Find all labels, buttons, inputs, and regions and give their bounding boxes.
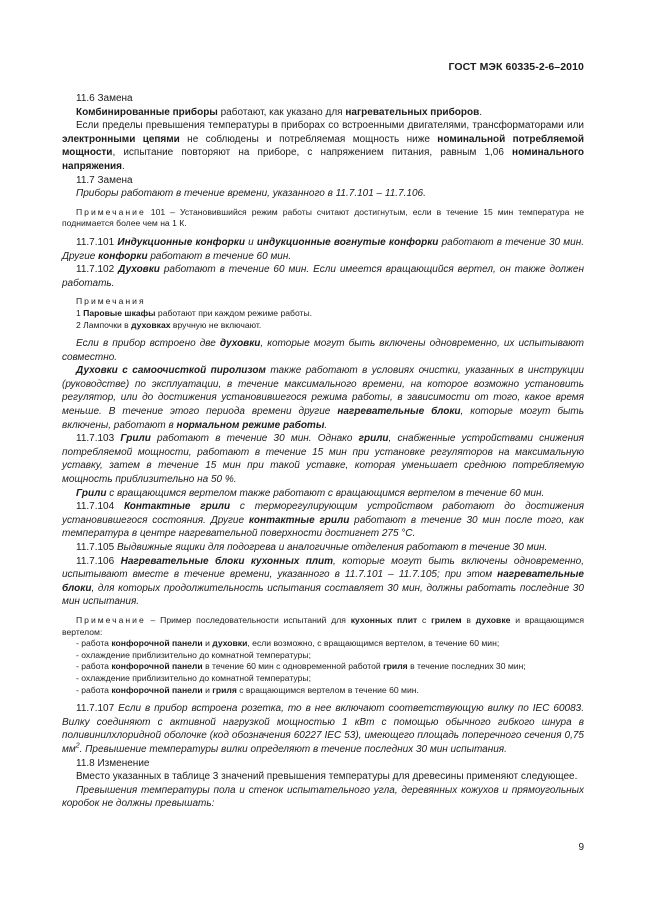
text-run: номинальной потребляемой мощности bbox=[62, 133, 585, 159]
text-run: – Пример последовательности испытаний для bbox=[145, 614, 351, 625]
text-run: , испытание повторяют на приборе, с напряжением питания, равным 1,06 bbox=[112, 147, 513, 159]
note-label: Примечание bbox=[76, 614, 146, 625]
text-run: работают, как указано для bbox=[217, 106, 346, 118]
text-run: с вращающимся вертелом в течение 60 мин. bbox=[236, 684, 419, 695]
text-run: , снабженные устройствами снижения потребляемой мощности, работают в течение 15 мин при установке регуляторов на максимальную уставку, затем в течение 15 мин при такой уставке, которая уменьшает среднюю потребляемую мощность приблизительно на 50 %. bbox=[62, 433, 585, 486]
text-run: гриля bbox=[383, 661, 408, 672]
document-header: ГОСТ МЭК 60335-2-6–2010 bbox=[448, 61, 584, 73]
text-run: 1 bbox=[76, 307, 84, 318]
text-run: Если в прибор встроено две bbox=[76, 338, 220, 350]
text-run: с bbox=[417, 614, 432, 625]
text-run: Если пределы превышения температуры в приборах со встроенными двигателями, трансформаторами или bbox=[76, 120, 584, 132]
text-run: 2 Лампочки в bbox=[76, 319, 132, 330]
note-label: Примечание bbox=[76, 206, 146, 217]
notes-label: Примечания bbox=[76, 296, 146, 307]
para-two-ovens bbox=[62, 337, 584, 364]
text-run: работают в течение 30 мин после того, как температура в центре нагревательной поверхности достигнет 275 °С. bbox=[62, 514, 584, 540]
text-run: Духовки с самоочисткой пиролизом bbox=[76, 365, 266, 377]
text-run: - работа bbox=[76, 661, 112, 672]
text-run: духовке bbox=[475, 614, 511, 625]
text-run: номинального напряжения bbox=[62, 147, 584, 172]
text-run: . bbox=[122, 160, 125, 172]
text-run: . bbox=[324, 419, 328, 431]
text-run: конфорочной панели bbox=[111, 638, 203, 649]
text-run: гриля bbox=[212, 684, 237, 695]
text-run: 11.7.104 bbox=[76, 501, 124, 513]
sequence-item-5 bbox=[76, 685, 584, 697]
text-run: духовки bbox=[212, 638, 248, 649]
text-run: 11.7.101 bbox=[76, 236, 118, 248]
text-run: и bbox=[202, 684, 213, 695]
text-run: работают в течение 60 мин. Если имеется вращающийся вертел, он также должен работать. bbox=[62, 264, 584, 289]
text-run: и bbox=[244, 236, 257, 248]
text-run: и вращающимся вертелом: bbox=[62, 614, 584, 637]
section-11-6-para-1 bbox=[62, 106, 584, 120]
text-run: и bbox=[202, 638, 213, 649]
text-run: Выдвижные ящики для подогрева и аналогичные отделения работают в течение 30 мин. bbox=[116, 542, 548, 553]
text-run: нагревательные блоки bbox=[62, 569, 584, 594]
text-run: - работа bbox=[76, 684, 112, 695]
section-11-8-para-1: Вместо указанных в таблице 3 значений превышения температуры для древесины применяют следующее. bbox=[76, 771, 578, 783]
sequence-item-4 bbox=[76, 673, 584, 685]
note-text: 101 – Установившийся режим работы считают достигнутым, если в течение 15 мин температура не поднимается более чем на 1 К. bbox=[62, 206, 584, 229]
text-run: Духовки bbox=[118, 264, 160, 276]
text-run: вручную не включают. bbox=[170, 319, 262, 330]
text-run: в течение 60 мин с одновременной работой bbox=[202, 661, 384, 672]
text-run: , которые могут быть включены одновременно, их испытывают совместно. bbox=[62, 338, 584, 363]
section-11-6-para-2 bbox=[62, 119, 584, 173]
sequence-item-2 bbox=[76, 650, 584, 662]
sequence-item-3 bbox=[76, 661, 584, 673]
text-run: , для которых продолжительность испытания составляет 30 мин, должны работать последние 30 мин испытания. bbox=[62, 582, 584, 608]
note-101 bbox=[62, 207, 584, 230]
text-run: конфорочной панели bbox=[111, 661, 203, 672]
text-run: нагревательные блоки bbox=[337, 406, 461, 418]
text-run: работают при каждом режиме работы. bbox=[155, 307, 313, 318]
text-run: - охлаждение приблизительно до комнатной температуры; bbox=[76, 672, 311, 683]
text-run: . Превышение температуры вилки определяют в течение последних 30 мин испытания. bbox=[79, 743, 507, 755]
sequence-item-1 bbox=[76, 638, 584, 650]
text-run: Контактные грили bbox=[123, 501, 231, 513]
text-run: работают в течение 60 мин. bbox=[147, 250, 292, 262]
text-run: - охлаждение приблизительно до комнатной температуры; bbox=[76, 649, 311, 660]
text-run: индукционные вогнутые конфорки bbox=[256, 236, 439, 248]
text-run: , если возможно, с вращающимся вертелом, в течение 60 мин; bbox=[247, 638, 500, 649]
text-run: работают в течение 30 мин. Однако bbox=[150, 433, 359, 445]
note-1 bbox=[62, 308, 584, 320]
text-run: контактные грили bbox=[248, 514, 350, 526]
text-run: с терморегулирующим устройством работают до достижения установившегося состояния. Другие bbox=[62, 501, 584, 526]
clause-11-7-101 bbox=[62, 236, 584, 263]
section-11-6-heading: 11.6 Замена bbox=[76, 93, 133, 104]
text-run: не соблюдены и потребляемая мощность ниже bbox=[179, 133, 438, 145]
text-run: 11.7.102 bbox=[76, 264, 119, 276]
text-run: работают в течение 30 мин. Другие bbox=[62, 236, 585, 262]
text-run: Нагревательные блоки кухонных плит bbox=[120, 555, 334, 567]
text-run: духовки bbox=[219, 338, 261, 350]
text-run: Если в прибор встроена розетка, то в нее включают соответствующую вилку по IEC 60083. Вилку соединяют с активной нагрузкой мощностью 1 кВт с помощью обычного гибкого шнура в поливинилхлоридной оболочке (код обозначения 60227 IEC 53), имеющего площадь поперечного сечения 0,75 мм bbox=[62, 703, 584, 755]
text-run: кухонных плит bbox=[350, 614, 418, 625]
note-2 bbox=[62, 320, 584, 332]
text-run: также работают в условиях очистки, указанных в инструкции (руководстве) по эксплуатации, в течение максимального времени, на которое возможно установить регулятор, или до достижения установившегося режима работы, в зависимости от того, какое время меньше. В течение этого периода времени другие bbox=[62, 365, 584, 418]
section-11-8-para-2: Превышения температуры пола и стенок испытательного угла, деревянных кожухов и прямоугольных коробок не должны превышать: bbox=[62, 784, 584, 810]
page-number: 9 bbox=[578, 842, 584, 853]
text-run: конфорки bbox=[98, 250, 148, 262]
text-run: Паровые шкафы bbox=[83, 307, 156, 318]
text-run: Индукционные конфорки bbox=[117, 236, 245, 248]
para-grill-spit bbox=[62, 487, 584, 501]
text-run: 11.7.103 bbox=[76, 433, 121, 445]
text-run: нормальном режиме работы bbox=[176, 419, 325, 431]
para-pyrolysis bbox=[62, 364, 584, 432]
document-body bbox=[62, 92, 584, 811]
section-11-7-para-1: Приборы работают в течение времени, указанного в 11.7.101 – 11.7.106. bbox=[76, 188, 426, 200]
section-11-8-heading: 11.8 Изменение bbox=[76, 757, 150, 769]
clause-11-7-105 bbox=[62, 541, 584, 555]
text-run: в bbox=[461, 614, 476, 625]
text-run: 2 bbox=[75, 742, 80, 750]
text-run: - работа bbox=[76, 638, 112, 649]
text-run: . bbox=[479, 106, 483, 118]
text-run: 11.7.105 bbox=[76, 542, 117, 553]
text-run: Комбинированные приборы bbox=[76, 106, 218, 118]
text-run: нагревательных приборов bbox=[345, 106, 480, 118]
clause-11-7-103 bbox=[62, 432, 584, 486]
clause-11-7-106 bbox=[62, 555, 584, 609]
text-run: духовках bbox=[131, 319, 171, 330]
text-run: Грили bbox=[120, 433, 151, 445]
text-run: с вращающимся вертелом также работают с вращающимся вертелом в течение 60 мин. bbox=[106, 487, 545, 499]
text-run: грили bbox=[358, 433, 389, 445]
text-run: в течение последних 30 мин; bbox=[407, 661, 526, 672]
note-test-sequence bbox=[62, 615, 584, 638]
section-11-7-heading: 11.7 Замена bbox=[76, 174, 133, 186]
text-run: грилем bbox=[431, 614, 462, 625]
text-run: 11.7.107 bbox=[76, 703, 119, 715]
text-run: электронными цепями bbox=[62, 133, 180, 145]
text-run: , которые могут быть включены, работают в bbox=[62, 406, 584, 431]
text-run: 11.7.106 bbox=[76, 555, 121, 567]
clause-11-7-107 bbox=[62, 702, 584, 756]
clause-11-7-102 bbox=[62, 263, 584, 290]
text-run: конфорочной панели bbox=[111, 684, 203, 695]
clause-11-7-104 bbox=[62, 500, 584, 541]
text-run: Грили bbox=[76, 487, 107, 499]
text-run: , которые могут быть включены одновременно, испытывают вместе в течение времени, указанного в 11.7.101 – 11.7.105; при этом bbox=[62, 555, 584, 581]
